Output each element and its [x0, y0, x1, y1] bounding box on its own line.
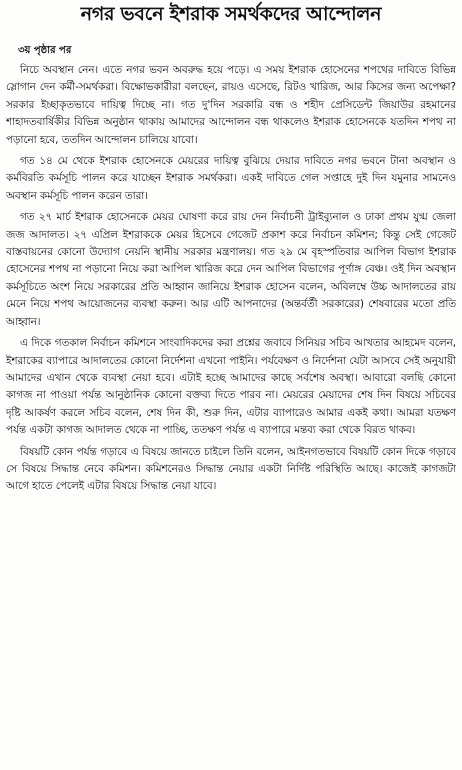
article-paragraph: বিষয়টি কোন পর্যন্ত গড়াবে এ বিষয়ে জানতে চাইলে তিনি বলেন, আইনগতভাবে বিষয়টি কোন দিকে গড়াবে সে বিষয়ে সিদ্ধান্ত নেবে কমিশন। কমিশনেরও সিদ্ধান্ত নেয়ার একটা নির্দিষ্ট পরিস্থিতি আছে। কাজেই কাগজটা আগে হাতে পেলেই এটার বিষয়ে সিদ্ধান্ত নেয়া যাবে।	[6, 445, 456, 493]
article-paragraph: গত ১৪ মে থেকে ইশরাক হোসেনকে মেয়রের দায়িত্ব বুঝিয়ে দেয়ার দাবিতে নগর ভবনে টানা অবস্থান ও কর্মবিরতি কর্মসূচি পালন করে যাচ্ছেন ইশরাক সমর্থকরা। একই দাবিতে গেল সপ্তাহে দুই দিন যমুনার সামনেও অবস্থান কর্মসূচি পালন করেন তারা।	[6, 155, 456, 202]
article-headline: নগর ভবনে ইশরাক সমর্থকদের আন্দোলন	[80, 3, 382, 25]
article-paragraph: গত ২৭ মার্চ ইশরাক হোসেনকে মেয়র ঘোষণা করে রায় দেন নির্বাচনী ট্রাইব্যুনাল ও ঢাকা প্রথম যুগ্ম জেলা জজ আদালত। ২৭ এপ্রিল ইশরাককে মেয়র হিসেবে গেজেট প্রকাশ করে নির্বাচন কমিশন; কিন্তু সেই গেজেট বাস্তবায়নের কোনো উদ্যোগ নেয়নি স্থানীয় সরকার মন্ত্রণালয়। গত ২৯ মে বৃহস্পতিবার আপিল বিভাগ ইশরাক হোসেনের শপথ না পড়ানো নিয়ে করা আপিল খারিজ করে দেন আপিল বিভাগের পূর্ণাঙ্গ বেঞ্চ। ওই দিন অবস্থান কর্মসূচিতে অংশ নিয়ে সরকারের প্রতি আহ্বান জানিয়ে ইশরাক হোসেন বলেন, অবিলম্বে উচ্চ আদালতের রায় মেনে নিয়ে শপথ আয়োজনের ব্যবস্থা করুন। আর এটি আপনাদের (অন্তর্বর্তী সরকারের) শেষবারের মতো প্রতি আহ্বান।	[6, 211, 456, 328]
article-paragraph: নিচে অবস্থান নেন। এতে নগর ভবন অবরুদ্ধ হয়ে পড়ে। এ সময় ইশরাক হোসেনের শপথের দাবিতে বিভিন্ন স্লোগান দেন কর্মী-সমর্থকরা। বিক্ষোভকারীরা বলছেন, রায়ও এসেছে, রিটও খারিজ, আর কিসের জন্য অপেক্ষা? সরকার ইচ্ছাকৃতভাবে দায়িত্ব দিচ্ছে না। গত দু'দিন সরকারি বন্ধ ও শহীদ প্রেসিডেন্ট জিয়াউর রহমানের শাহাদতবার্ষিকীর বিভিন্ন অনুষ্ঠান থাকায় আমাদের আন্দোলন বন্ধ থাকলেও ইশরাক হোসেনকে যতদিন শপথ না পড়ানো হবে, ততদিন আন্দোলন চালিয়ে যাবো।	[6, 64, 456, 146]
article-paragraph: এ দিকে গতকাল নির্বাচন কমিশনে সাংবাদিকদের করা প্রশ্নের জবাবে সিনিয়র সচিব আখতার আহমেদ বলেন, ইশরাকের ব্যাপারে আদালতের কোনো নির্দেশনা এখনো পাইনি। পর্যবেক্ষণ ও নির্দেশনা যেটা আসবে সেই অনুযায়ী আমাদের এখান থেকে ব্যবস্থা নেয়া হবে। এটাই হচ্ছে আমাদের কাছে সর্বশেষ অবস্থা। আবারো বলছি কোনো কাগজ না পাওয়া পর্যন্ত আনুষ্ঠানিক কোনো বক্তব্য দিতে পারব না। মেয়রের মেয়াদের শেষ দিন বিষয়ে সচিবের দৃষ্টি আকর্ষণ করলে সচিব বলেন, শেষ দিন কী, শুরু দিন, এটার ব্যাপারেও আমার একই কথা। আমরা যতক্ষণ পর্যন্ত একটা কাগজ আদালত থেকে না পাচ্ছি, ততক্ষণ পর্যন্ত এ ব্যাপারে মন্তব্য করা থেকে বিরত থাকব।	[6, 337, 456, 437]
article-body	[6, 62, 456, 766]
continued-from-label: ৩য় পৃষ্ঠার পর	[18, 45, 72, 56]
